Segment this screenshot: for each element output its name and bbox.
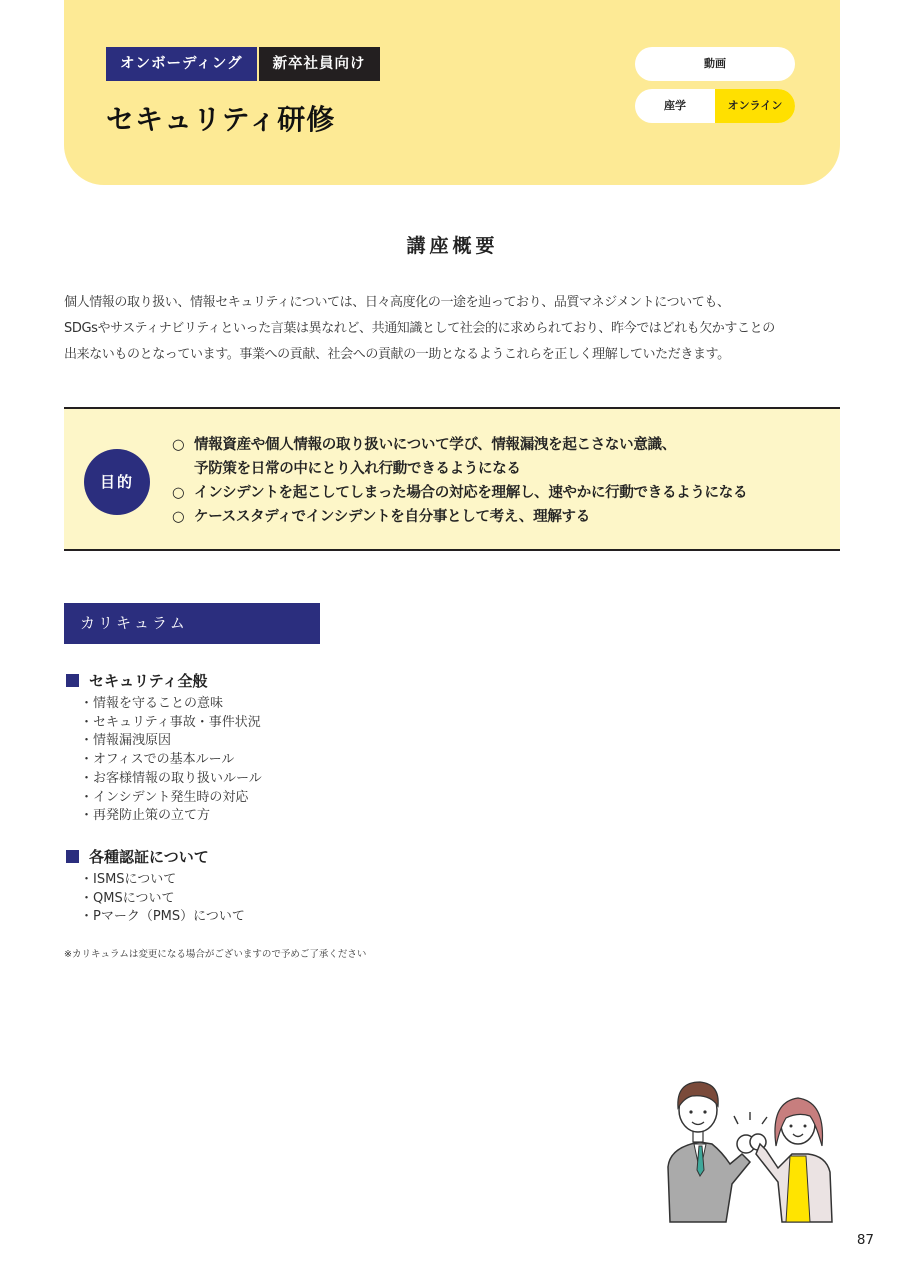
section-title: セキュリティ全般 <box>89 672 208 690</box>
square-bullet-icon <box>66 674 79 687</box>
square-bullet-icon <box>66 850 79 863</box>
list-item: ・セキュリティ事故・事件状況 <box>80 714 261 730</box>
list-item: ・情報を守ることの意味 <box>80 696 224 711</box>
list-item: ・情報漏洩原因 <box>80 733 172 749</box>
purpose-item-text: 情報資産や個人情報の取り扱いについて学び、情報漏洩を起こさない意識、 <box>194 437 676 453</box>
purpose-box <box>64 407 840 551</box>
tag-group <box>106 47 380 81</box>
overview-line: 出来ないものとなっています。事業への貢献、社会への貢献の一助となるようこれらを正しく理解していただきます。 <box>64 347 730 362</box>
overview-text <box>64 290 844 368</box>
list-item: ・Pマーク（PMS）について <box>80 909 245 925</box>
purpose-item <box>172 505 747 529</box>
format-online: オンライン <box>715 89 795 123</box>
circle-bullet-icon: ○ <box>172 437 185 453</box>
curriculum-section-certifications <box>64 846 245 927</box>
list-item: ・インシデント発生時の対応 <box>80 789 249 805</box>
format-classroom: 座学 <box>664 99 686 112</box>
page-title: セキュリティ研修 <box>106 103 336 136</box>
format-video-pill: 動画 <box>635 47 795 81</box>
fist-bump-illustration-icon <box>660 1072 840 1224</box>
purpose-item-text: インシデントを起こしてしまった場合の対応を理解し、速やかに行動できるようになる <box>194 485 748 501</box>
circle-bullet-icon: ○ <box>172 485 185 501</box>
purpose-item <box>172 433 747 481</box>
curriculum-section-security <box>64 670 262 826</box>
purpose-item-text: ケーススタディでインシデントを自分事として考え、理解する <box>194 509 590 525</box>
purpose-list <box>172 433 747 529</box>
circle-bullet-icon: ○ <box>172 509 185 525</box>
format-classroom-online-pill <box>635 89 795 123</box>
tag-new-graduates: 新卒社員向け <box>259 47 380 81</box>
page-number: 87 <box>856 1232 874 1248</box>
overview-line: 個人情報の取り扱い、情報セキュリティについては、日々高度化の一途を辿っており、品質マネジメントについても、 <box>64 295 730 310</box>
section-items <box>64 695 262 826</box>
tag-onboarding: オンボーディング <box>106 47 257 81</box>
purpose-badge: 目的 <box>84 449 150 515</box>
overview-line: SDGsやサスティナビリティといった言葉は異なれど、共通知識として社会的に求められており、昨今ではどれも欠かすことの <box>64 321 775 336</box>
section-title: 各種認証について <box>89 848 209 866</box>
list-item: ・オフィスでの基本ルール <box>80 752 235 768</box>
list-item: ・QMSについて <box>80 890 175 906</box>
list-item: ・お客様情報の取り扱いルール <box>80 770 262 786</box>
list-item: ・ISMSについて <box>80 872 177 887</box>
curriculum-heading: カリキュラム <box>64 603 320 644</box>
section-items <box>64 871 245 927</box>
purpose-item-text: 予防策を日常の中にとり入れ行動できるようになる <box>194 461 521 477</box>
overview-heading: 講座概要 <box>406 235 499 257</box>
list-item: ・再発防止策の立て方 <box>80 808 211 824</box>
header-banner <box>64 0 840 185</box>
purpose-item <box>172 481 747 505</box>
curriculum-note: ※カリキュラムは変更になる場合がございますので予めご了承ください <box>64 949 367 960</box>
